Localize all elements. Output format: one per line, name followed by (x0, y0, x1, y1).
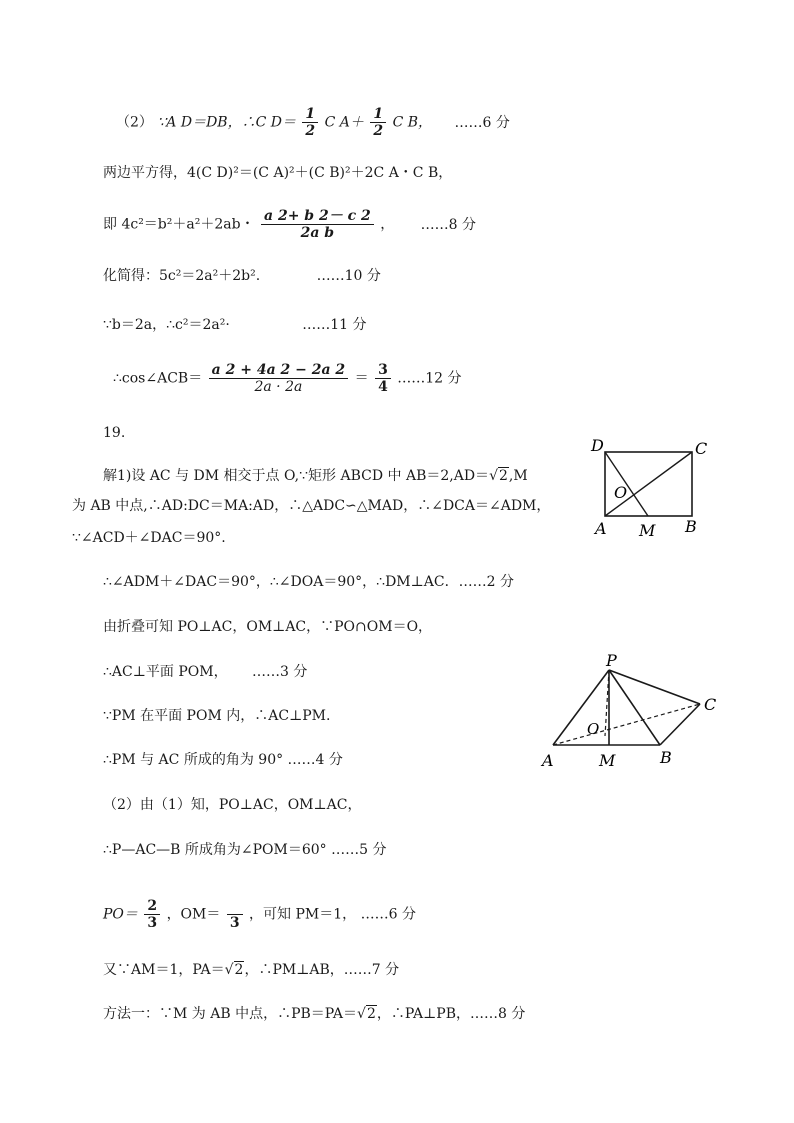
line-dm-perp-ac (103, 572, 514, 592)
text: 解1)设 AC 与 DM 相交于点 O,∵矩形 ABCD 中 AB＝2,AD＝ (103, 468, 490, 484)
sqrt-radicand: 2 (498, 468, 508, 484)
text: ∵∠ACD＋∠DAC＝90°. (72, 530, 226, 546)
sqrt-sign: √ (224, 962, 234, 978)
text: ∴cos∠ACB＝ (113, 370, 203, 387)
label-b: B (660, 748, 672, 767)
line-angle-90 (103, 750, 343, 770)
expr: C A＋ (324, 114, 364, 131)
text: 19. (103, 425, 126, 441)
line-cd-vector (116, 106, 510, 139)
fraction: $\frac{a 2+ b 2- c 2}{\text{2a b}}$ (261, 208, 374, 241)
pyramid-figure (535, 648, 725, 773)
line-po-om (103, 898, 416, 931)
text: ，∴PA⊥PB，……8 分 (376, 1006, 526, 1022)
expr: C B， (392, 114, 433, 131)
fraction: $\frac{a 2 + 4a 2 - 2a 2}{2a \cdot 2a}$ (209, 362, 349, 395)
line-method-one (103, 1004, 525, 1024)
fraction: $\frac{1}{2}$ (370, 106, 386, 139)
score: ……12 分 (397, 370, 462, 387)
line-cos-acb (113, 362, 462, 395)
line-part2 (103, 795, 362, 815)
line-setup (103, 466, 528, 486)
edge-bc (660, 704, 700, 745)
text: ，可知 PM＝1， (249, 906, 357, 923)
edge-pa (553, 670, 609, 745)
text: ∴PM 与 AC 所成的角为 90° ……4 分 (103, 752, 343, 768)
line-pm-in-plane (103, 706, 330, 726)
line-square-both-sides (103, 163, 452, 183)
fraction: $\frac{1}{2}$ (302, 106, 318, 139)
text: ，∴PM⊥AB，……7 分 (244, 962, 400, 978)
line-similar-triangles (72, 496, 550, 516)
text: 又∵AM＝1，PA＝ (103, 962, 225, 978)
label-c: C (695, 439, 708, 458)
edge-pc (609, 670, 700, 704)
text: （2）由（1）知，PO⊥AC，OM⊥AC， (103, 797, 362, 813)
score: ……11 分 (302, 317, 367, 333)
line-simplify (103, 266, 381, 286)
sqrt-radicand: 2 (366, 1006, 376, 1022)
expr: ∵A D＝DB，∴C D＝ (157, 114, 296, 131)
text: ∵b＝2a，∴c²＝2a²· (103, 317, 230, 333)
text: PO＝ (103, 906, 138, 923)
score: ……3 分 (252, 664, 308, 680)
text: 方法一：∵M 为 AB 中点，∴PB＝PA＝ (103, 1006, 358, 1022)
label-p: P (606, 651, 617, 670)
text: ， (380, 216, 395, 233)
text: 两边平方得，4(C D)²＝(C A)²＋(C B)²＋2C A・C B， (103, 165, 453, 181)
label-o: O (587, 720, 600, 738)
line-am-pa (103, 960, 399, 980)
line-ac-perp-plane (103, 662, 307, 682)
problem-number (103, 423, 125, 443)
label-o: O (614, 483, 628, 502)
text: ∵PM 在平面 POM 内，∴AC⊥PM. (103, 708, 331, 724)
fraction: $\frac{2}{3}$ (144, 898, 160, 931)
text: ∴P—AC—B 所成角为∠POM＝60° ……5 分 (103, 842, 387, 858)
score: ……6 分 (454, 114, 510, 131)
label-c: C (704, 695, 717, 714)
fraction: 3 (227, 898, 243, 931)
text: ，OM＝ (166, 906, 221, 923)
label-a: A (542, 751, 554, 770)
line-angle-sum (72, 528, 226, 548)
label-a: A (595, 519, 607, 538)
score: ……6 分 (360, 906, 416, 923)
sqrt-sign: √ (357, 1006, 366, 1022)
line-dihedral-angle (103, 840, 386, 860)
part-label: （2） (116, 114, 153, 131)
text: ,M (508, 468, 528, 484)
rectangle-figure (585, 432, 715, 547)
text: 即 4c²＝b²＋a²＋2ab・ (103, 216, 255, 233)
label-m: M (599, 751, 616, 770)
sqrt-radicand: 2 (234, 962, 244, 978)
fraction: $\frac{3}{4}$ (375, 362, 391, 395)
text: ∴AC⊥平面 POM， (103, 664, 228, 680)
label-d: D (591, 436, 604, 455)
line-folding (103, 617, 432, 637)
text: 为 AB 中点,∴AD:DC＝MA:AD，∴△ADC∽△MAD，∴∠DCA＝∠ADM， (72, 498, 551, 514)
text: ∴∠ADM＋∠DAC＝90°，∴∠DOA＝90°，∴DM⊥AC．……2 分 (103, 574, 514, 590)
label-m: M (639, 521, 656, 540)
edge-pb (609, 670, 660, 745)
text: ＝ (354, 370, 369, 387)
line-cosine-substitution (103, 208, 476, 241)
text: 化简得：5c²＝2a²＋2b². (103, 268, 261, 284)
label-b: B (685, 517, 697, 536)
line-b-equals-2a (103, 315, 367, 335)
score: ……8 分 (420, 216, 476, 233)
score: ……10 分 (316, 268, 381, 284)
text: 由折叠可知 PO⊥AC，OM⊥AC，∵PO∩OM＝O， (103, 619, 433, 635)
edge-ac-hidden (553, 704, 700, 745)
sqrt-sign: √ (489, 468, 498, 484)
